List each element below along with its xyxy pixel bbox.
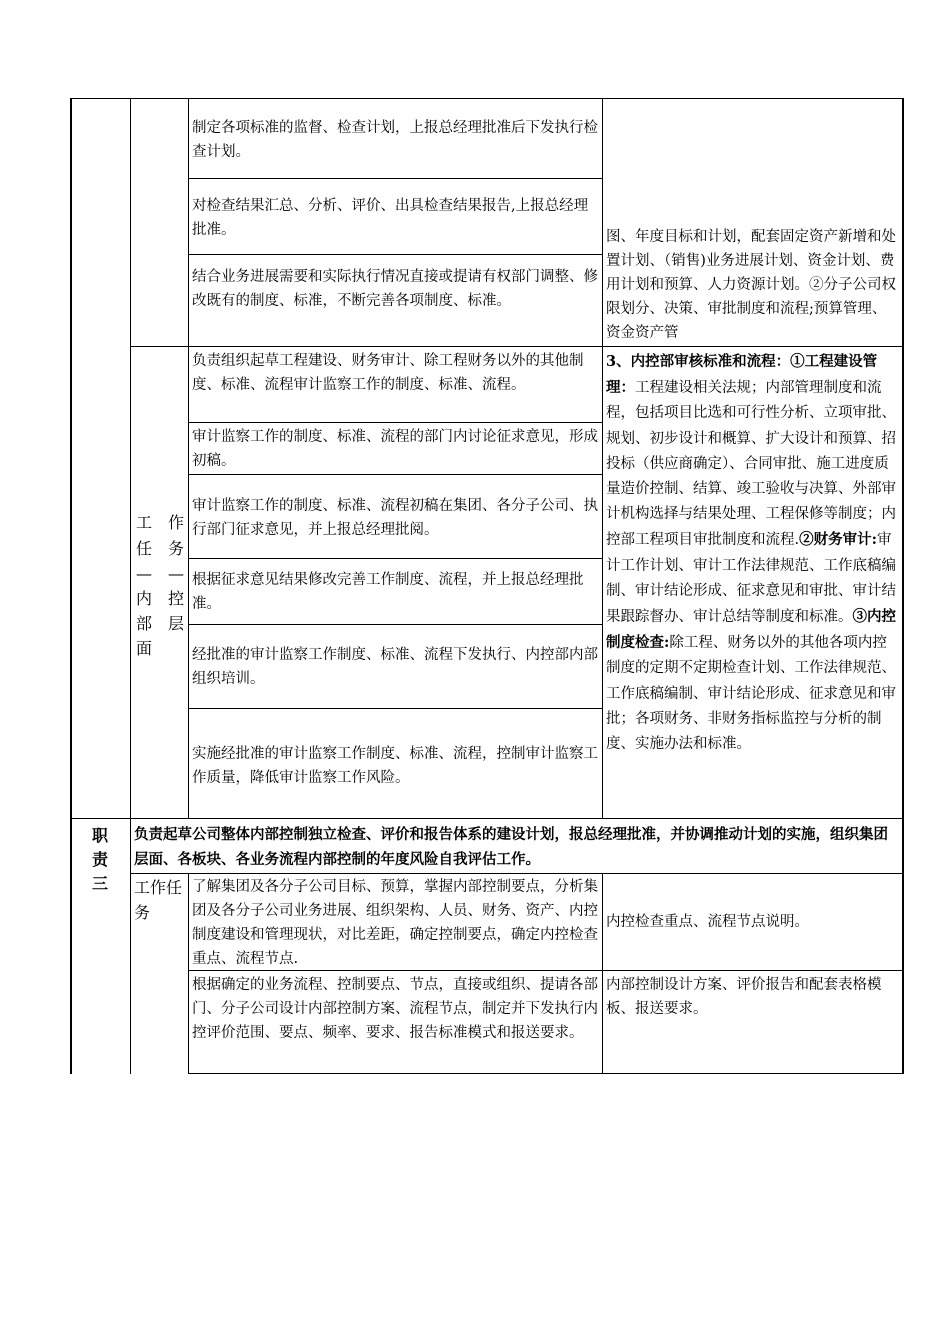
duty-label-char: 责: [92, 850, 109, 869]
task-cell: [192, 643, 600, 691]
task-text: 根据征求意见结果修改完善工作制度、流程，并上报总经理批准。: [192, 572, 584, 612]
task-text: 对检查结果汇总、分析、评价、出具检查结果报告,上报总经理批准。: [192, 198, 589, 238]
task-text: 根据确定的业务流程、控制要点、节点，直接或组织、提请各部门、分子公司设计内部控制方案、流程节点，制定并下发执行内控评价范围、要点、频率、要求、报告标准模式和报送要求。: [192, 977, 598, 1041]
side-label-char: 任: [136, 539, 153, 558]
row-line: [188, 254, 602, 255]
task-label-text: 工作任务: [134, 878, 183, 922]
row-line: [188, 178, 602, 179]
side-label-char: 层: [168, 614, 185, 633]
body-text: 审计工作计划、审计工作法律规范、工作底稿编制、审计结论形成、征求意见和审批、审计结果跟踪督办、审计总结等制度和标准。: [606, 532, 896, 626]
output-cell: [606, 349, 900, 757]
task-text: 负责组织起草工程建设、财务审计、除工程财务以外的其他制度、标准、流程审计监察工作的制度、标准、流程。: [192, 353, 584, 393]
output-cell: [606, 973, 900, 1021]
task-text: 了解集团及各分子公司目标、预算，掌握内部控制要点，分析集团及各分子公司业务进展、组织架构、人员、财务、资产、内控制度建设和管理现状，对比差距，确定控制要点，确定内控检查重点、流程节点.: [192, 879, 598, 967]
side-label-char: 部: [136, 614, 153, 633]
output-text: 内部控制设计方案、评价报告和配套表格模板、报送要求。: [606, 977, 882, 1017]
col-sep-3: [602, 98, 603, 818]
body-text: 除工程、财务以外的其他各项内控制度的定期不定期检查计划、工作法律规范、工作底稿编制、审计结论形成、征求意见和审批；各项财务、非财务指标监控与分析的制度、实施办法和标准。: [606, 635, 896, 753]
row-line: [130, 346, 903, 347]
side-label-char: —: [136, 564, 152, 583]
output-text: 图、年度目标和计划，配套固定资产新增和处置计划、（销售)业务进展计划、资金计划、费用计划和预算、人力资源计划。②分子公司权限划分、决策、审批制度和流程;预算管理、资金资产管: [606, 229, 896, 341]
duty-description: [134, 822, 900, 872]
task-cell: [192, 875, 600, 971]
row-line: [188, 558, 602, 559]
task-cell: [192, 494, 600, 542]
row-line: [188, 474, 602, 475]
row-line: [188, 422, 602, 423]
duty-label-char: 三: [92, 874, 109, 893]
task-cell: [192, 568, 600, 616]
row-line: [188, 1073, 903, 1074]
task-cell: [192, 742, 600, 790]
task-text: 结合业务进展需要和实际执行情况直接或提请有权部门调整、修改既有的制度、标准，不断完善各项制度、标准。: [192, 269, 598, 309]
table-border-top: [70, 98, 903, 99]
side-label-char: 务: [168, 539, 185, 558]
side-label-char: 控: [168, 589, 185, 608]
side-label-char: 面: [136, 639, 153, 658]
duty-label-char: 职: [92, 826, 109, 845]
task-text: 审计监察工作的制度、标准、流程初稿在集团、各分子公司、执行部门征求意见，并上报总经理批阅。: [192, 498, 598, 538]
col-sep-1: [130, 98, 131, 1074]
side-label-char: —: [168, 564, 184, 583]
task-cell: [192, 349, 600, 397]
task-label: [134, 875, 184, 925]
row-line: [70, 818, 903, 819]
row-line: [188, 624, 602, 625]
duty-text: 负责起草公司整体内部控制独立检查、评价和报告体系的建设计划，报总经理批准，并协调推动计划的实施，组织集团层面、各板块、各业务流程内部控制的年度风险自我评估工作。: [134, 826, 888, 868]
table-border-left: [70, 98, 72, 1074]
side-label-char: 工: [136, 513, 153, 532]
task-text: 实施经批准的审计监察工作制度、标准、流程，控制审计监察工作质量，降低审计监察工作风险。: [192, 746, 598, 786]
row-line: [188, 708, 602, 709]
body-text: 工程建设相关法规；内部管理制度和流程，包括项目比选和可行性分析、立项审批、规划、初步设计和概算、扩大设计和预算、招投标（供应商确定）、合同审批、施工进度质量造价控制、结算、竣工验收与决算、外部审计机构选择与结果处理、工程保修等制度；内控部工程项目审批制度和流程.: [606, 380, 896, 549]
col-sep-2: [188, 98, 189, 818]
side-label-char: 内: [136, 589, 153, 608]
heading-text: 3、内控部审核标准和流程：①工程建设管理：: [606, 353, 878, 397]
task-cell: [192, 265, 600, 313]
col-sep-3b: [602, 873, 603, 1074]
task-text: 经批准的审计监察工作制度、标准、流程下发执行、内控部内部组织培训。: [192, 647, 598, 687]
task-cell: [192, 425, 600, 473]
output-text: 内控检查重点、流程节点说明。: [606, 914, 809, 930]
task-cell: [192, 194, 600, 242]
row-line: [130, 873, 903, 874]
side-label-char: 作: [168, 513, 185, 532]
task-text: 制定各项标准的监督、检查计划，上报总经理批准后下发执行检查计划。: [192, 120, 598, 160]
task-text: 审计监察工作的制度、标准、流程的部门内讨论征求意见，形成初稿。: [192, 429, 598, 469]
task-cell: [192, 973, 600, 1045]
output-cell: [606, 225, 898, 345]
table-border-right: [902, 98, 904, 1074]
task-cell: [192, 116, 600, 164]
heading-text: ②财务审计:: [799, 531, 877, 549]
col-sep-2b: [188, 873, 189, 1074]
heading-text: ③内控制度检查:: [606, 608, 896, 652]
output-cell: [606, 910, 900, 934]
